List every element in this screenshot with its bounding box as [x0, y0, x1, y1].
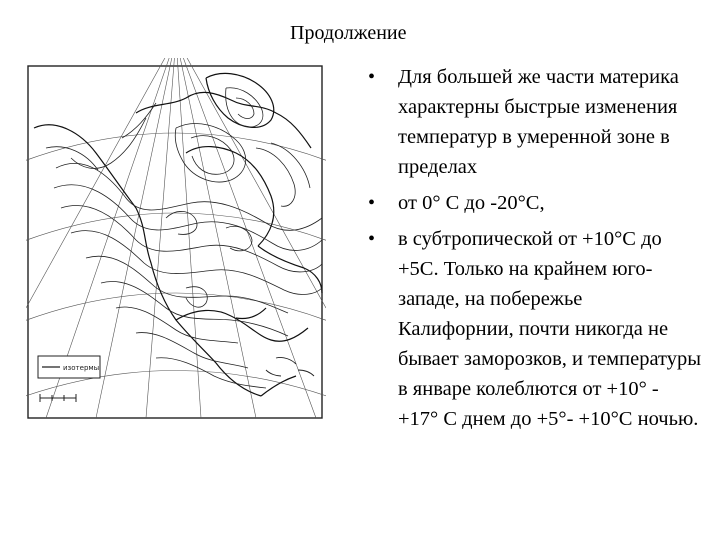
bullet-dot: •: [368, 66, 376, 88]
bullet-text: Для большей же части материка характерны быстрые изменения температур в умеренной зоне в пределах: [398, 66, 679, 178]
continent-outline: [34, 73, 322, 396]
bullet-text: от 0° С до -20°С,: [398, 192, 545, 214]
map-legend-label: изотермы: [63, 364, 100, 372]
slide-title: Продолжение: [290, 22, 407, 44]
bullet-item: [362, 188, 702, 218]
map-scale-bar: [40, 394, 76, 402]
bullet-item: [362, 224, 702, 434]
bullet-item: [362, 62, 702, 182]
bullet-text: в субтропической от +10°С до +5С. Только на крайнем юго-западе, на побережье Калифорнии, почти никогда не бывает заморозков, и температуры в январе колеблются от +10° - +17° С днем до +5°- +10°С ночью.: [398, 228, 701, 430]
isotherm-map: [26, 58, 326, 438]
map-legend: [38, 356, 100, 378]
bullet-dot: •: [368, 228, 376, 250]
bullet-list: [362, 62, 702, 440]
bullet-dot: •: [368, 192, 376, 214]
caribbean-islands: [266, 357, 314, 376]
